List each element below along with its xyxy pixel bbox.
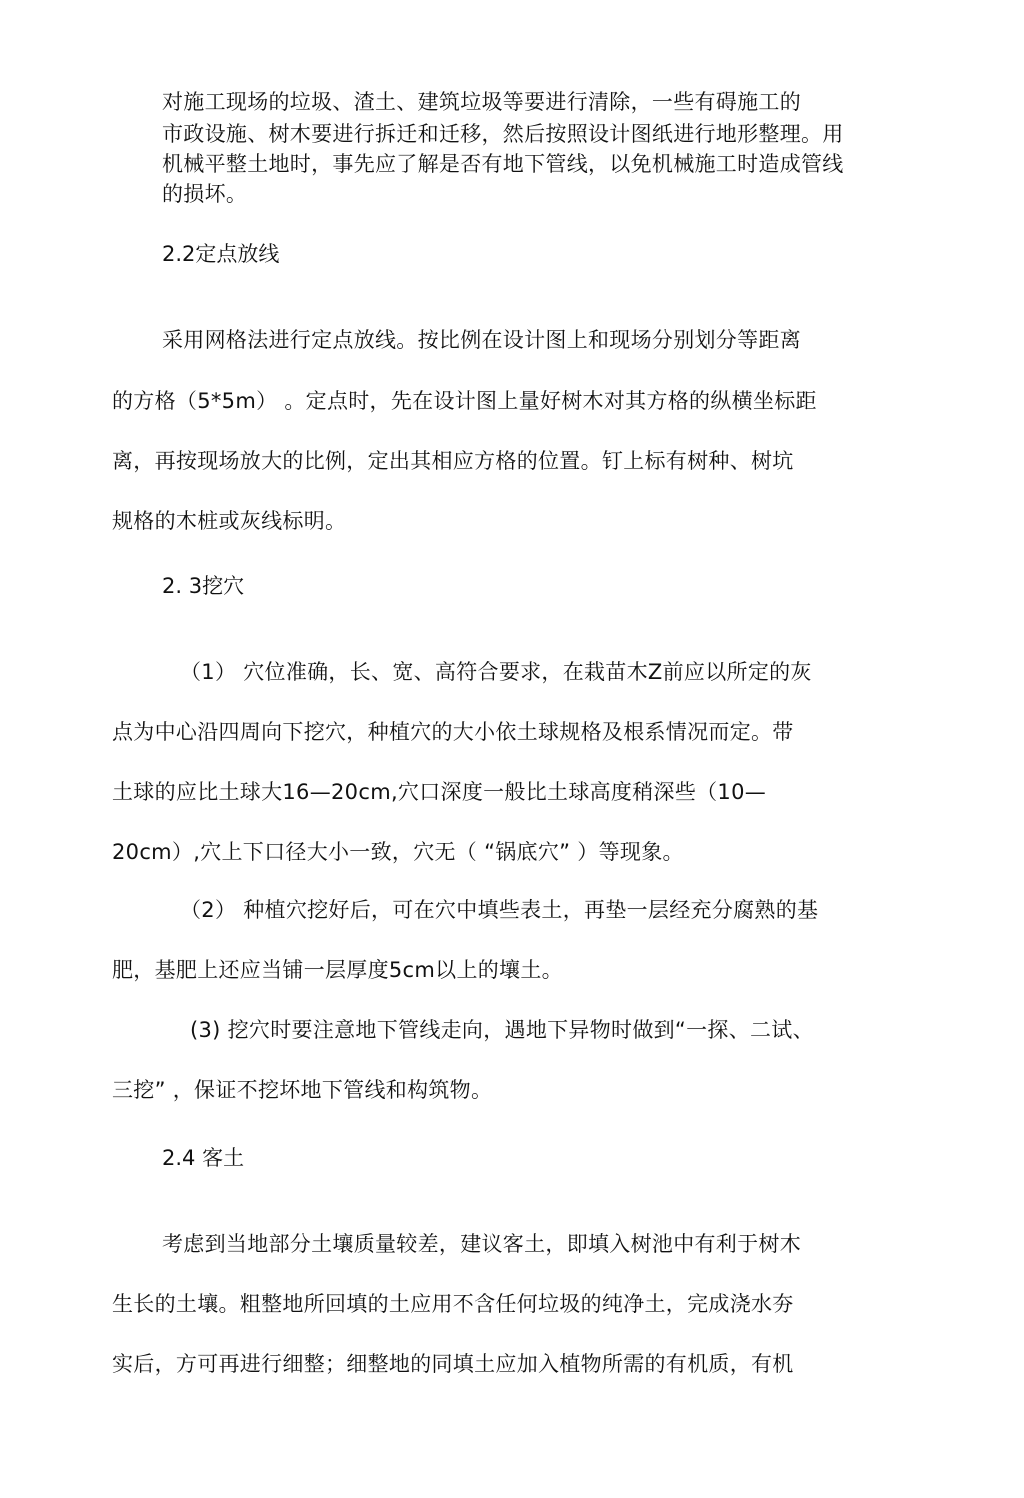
text-line: 生长的土壤。粗整地所回填的土应用不含任何垃圾的纯净土，完成浇水夯 [112,1292,794,1316]
text-line: 的损坏。 [162,182,248,206]
text-line: 机械平整土地时，事先应了解是否有地下管线，以免机械施工时造成管线 [162,152,844,176]
text-line: 点为中心沿四周向下挖穴，种植穴的大小依土球规格及根系情况而定。带 [112,720,794,744]
section-heading-2-2: 2.2定点放线 [162,242,280,266]
text-line: 三挖” ，保证不挖坏地下管线和构筑物。 [112,1078,493,1102]
text-line: 市政设施、树木要进行拆迁和迁移，然后按照设计图纸进行地形整理。用 [162,122,844,146]
text-line: 的方格（5*5m） 。定点时，先在设计图上量好树木对其方格的纵横坐标距 [112,389,817,413]
text-line: 20cm）,穴上下口径大小一致，穴无（ “锅底穴” ）等现象。 [112,840,684,864]
text-line: 考虑到当地部分土壤质量较差，建议客土，即填入树池中有利于树木 [162,1232,801,1256]
text-line: 肥，基肥上还应当铺一层厚度5cm以上的壤土。 [112,958,563,982]
text-line: (3) 挖穴时要注意地下管线走向，遇地下异物时做到“一探、二试、 [190,1018,814,1042]
section-heading-2-3: 2. 3挖穴 [162,574,245,598]
text-line: 采用网格法进行定点放线。按比例在设计图上和现场分别划分等距离 [162,328,801,352]
text-line: 实后，方可再进行细整；细整地的同填土应加入植物所需的有机质，有机 [112,1352,794,1376]
text-line: 对施工现场的垃圾、渣土、建筑垃圾等要进行清除，一些有碍施工的 [162,90,801,114]
text-line: （2） 种植穴挖好后，可在穴中填些表土，再垫一层经充分腐熟的基 [180,898,819,922]
section-heading-2-4: 2.4 客土 [162,1146,245,1170]
text-line: 规格的木桩或灰线标明。 [112,509,347,533]
text-line: （1） 穴位准确，长、宽、高符合要求，在栽苗木Z前应以所定的灰 [180,660,812,684]
text-line: 离，再按现场放大的比例，定出其相应方格的位置。钉上标有树种、树坑 [112,449,794,473]
text-line: 土球的应比土球大16—20cm,穴口深度一般比土球高度稍深些（10— [112,780,767,804]
